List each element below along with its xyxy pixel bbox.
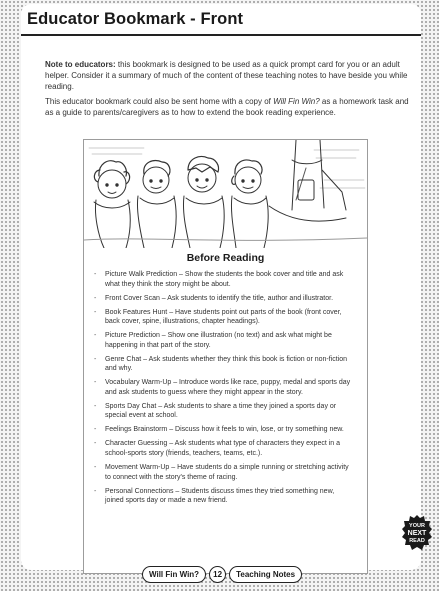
- list-item: - Movement Warm-Up – Have students do a simple running or stretching activity to connect with the story's theme of racing.: [94, 463, 354, 482]
- list-item: - Picture Walk Prediction – Show the students the book cover and title and ask what they think the story might be about.: [94, 270, 354, 289]
- note-paragraph-2: This educator bookmark could also be sent home with a copy of Will Fin Win? as a homework task and as a guide to parents/caregivers as to how to extend the book reading experience.: [45, 96, 409, 117]
- list-item: - Character Guessing – Ask students what type of characters they expect in a school-sports story (friends, teachers, teams, etc.).: [94, 439, 354, 458]
- footer-page-number: 12: [209, 566, 226, 583]
- list-item: - Vocabulary Warm-Up – Introduce words like race, puppy, medal and sports day and ask students to guess where they might appear in the story.: [94, 378, 354, 397]
- list-item: - Personal Connections – Students discuss times they tried something new, joined sports day or made a new friend.: [94, 487, 354, 506]
- badge-line-2: NEXT: [407, 530, 427, 537]
- before-reading-list: [94, 270, 354, 510]
- your-next-read-badge: [401, 514, 433, 554]
- list-item: - Genre Chat – Ask students whether they think this book is fiction or non-fiction and why.: [94, 355, 354, 374]
- list-item: - Book Features Hunt – Have students point out parts of the book (front cover, back cover, spine, illustrations, chapter headings).: [94, 308, 354, 327]
- footer: [142, 565, 302, 583]
- list-item: - Picture Prediction – Show one illustration (no text) and ask what might be happening in that part of the story.: [94, 331, 354, 350]
- note-body: this bookmark is designed to be used as a quick prompt card for you or an adult helper. Consider it a summary of much of the content of these teaching notes to have beside you while reading.: [45, 60, 408, 92]
- list-item: - Feelings Brainstorm – Discuss how it feels to win, lose, or try something new.: [94, 425, 354, 435]
- children-race-illustration: [84, 140, 367, 248]
- bookmark-card: [83, 139, 368, 574]
- note-lead: Note to educators:: [45, 60, 116, 69]
- page: [21, 4, 421, 570]
- educator-note: [45, 59, 415, 121]
- page-title: Educator Bookmark - Front: [27, 10, 244, 28]
- title-bar: [21, 4, 421, 36]
- footer-section: Teaching Notes: [229, 566, 302, 583]
- badge-line-3: READ: [409, 538, 425, 544]
- note-paragraph-1: [45, 59, 415, 93]
- list-item: - Front Cover Scan – Ask students to identify the title, author and illustrator.: [94, 294, 354, 304]
- card-heading: Before Reading: [186, 252, 265, 264]
- footer-book-title: Will Fin Win?: [142, 566, 206, 583]
- list-item: - Sports Day Chat – Ask students to share a time they joined a sports day or special event at school.: [94, 402, 354, 421]
- badge-line-1: YOUR: [409, 523, 425, 529]
- book-title: Will Fin Win?: [273, 96, 320, 106]
